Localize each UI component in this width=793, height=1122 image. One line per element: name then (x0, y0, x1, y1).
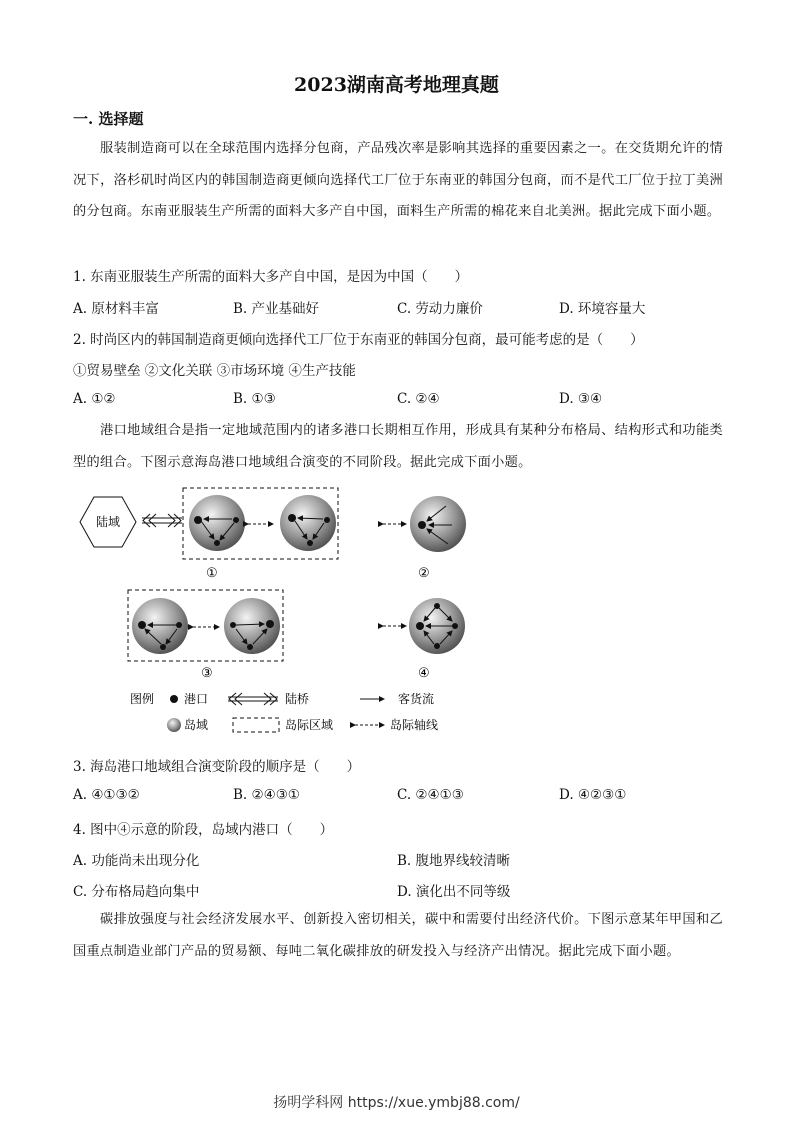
q1-option-b: B. 产业基础好 (233, 301, 320, 317)
stage3-island-a (132, 598, 188, 654)
passage-1 (73, 133, 723, 228)
q3-option-d: D. ④②③① (559, 787, 627, 803)
land-hexagon (80, 497, 136, 547)
q2-option-c: C. ②④ (397, 391, 440, 407)
stage1-island-a (189, 495, 245, 551)
q3-option-c: C. ②④①③ (397, 787, 464, 803)
passage-3 (73, 904, 723, 967)
q2-option-b: B. ①③ (233, 391, 276, 407)
figure-legend (130, 691, 438, 732)
port-evolution-figure (70, 484, 490, 746)
q3-option-b: B. ②④③① (233, 787, 300, 803)
legend-cargo-flow: 客货流 (398, 692, 435, 706)
section-heading: 一. 选择题 (73, 110, 144, 128)
land-bridge (142, 514, 182, 527)
stage-label-1: ① (206, 566, 218, 581)
q4-option-c: C. 分布格局趋向集中 (73, 884, 200, 900)
q1-option-a: A. 原材料丰富 (73, 301, 159, 317)
q4-option-d: D. 演化出不同等级 (397, 884, 511, 900)
stage2-island (410, 496, 466, 552)
legend-title: 图例 (130, 692, 155, 706)
question-2-items: ①贸易壁垒 ②文化关联 ③市场环境 ④生产技能 (73, 363, 356, 379)
stage3-island-b (224, 598, 280, 654)
passage-3-text: 碳排放强度与社会经济发展水平、创新投入密切相关，碳中和需要付出经济代价。下图示意某年甲国和乙国重点制造业部门产品的贸易额、每吨二氧化碳排放的研发投入与经济产出情况。据此完成下面小题。 (73, 912, 723, 959)
q2-option-d: D. ③④ (559, 391, 603, 407)
q4-option-a: A. 功能尚未出现分化 (73, 853, 200, 869)
page-title: 2023湖南高考地理真题 (294, 74, 499, 96)
legend-island: 岛域 (184, 718, 209, 732)
question-3-stem: 3. 海岛港口地域组合演变阶段的顺序是（ ） (73, 759, 361, 775)
question-2-stem: 2. 时尚区内的韩国制造商更倾向选择代工厂位于东南亚的韩国分包商，最可能考虑的是（ ） (73, 332, 644, 348)
legend-port: 港口 (184, 692, 209, 706)
question-1-stem: 1. 东南亚服装生产所需的面料大多产自中国，是因为中国（ ） (73, 269, 469, 285)
question-4-stem: 4. 图中④示意的阶段，岛域内港口（ ） (73, 822, 334, 838)
footer-watermark: 扬明学科网 https://xue.ymbj88.com/ (273, 1095, 520, 1111)
q4-option-b: B. 腹地界线较清晰 (397, 853, 511, 869)
q1-option-d: D. 环境容量大 (559, 301, 646, 317)
passage-2-text: 港口地域组合是指一定地域范围内的诸多港口长期相互作用，形成具有某种分布格局、结构形式和功能类型的组合。下图示意海岛港口地域组合演变的不同阶段。据此完成下面小题。 (73, 423, 723, 470)
land-label: 陆域 (95, 515, 121, 529)
legend-bridge: 陆桥 (285, 692, 310, 706)
stage-label-3: ③ (201, 666, 213, 681)
q1-option-c: C. 劳动力廉价 (397, 301, 483, 317)
stage1-island-b (280, 495, 336, 551)
stage-label-2: ② (418, 566, 430, 581)
legend-inter-island-region: 岛际区域 (285, 718, 334, 732)
passage-2 (73, 415, 723, 478)
q3-option-a: A. ④①③② (73, 787, 140, 803)
passage-1-text: 服装制造商可以在全球范围内选择分包商，产品残次率是影响其选择的重要因素之一。在交货期允许的情况下，洛杉矶时尚区内的韩国制造商更倾向选择代工厂位于东南亚的韩国分包商，而不是代工厂位于拉丁美洲的分包商。东南亚服装生产所需的面料大多产自中国，面料生产所需的棉花来自北美洲。据此完成下面小题。 (73, 141, 723, 219)
q2-option-a: A. ①② (73, 391, 116, 407)
stage4-island (409, 598, 465, 654)
stage-label-4: ④ (418, 666, 430, 681)
legend-inter-island-axis: 岛际轴线 (390, 718, 439, 732)
